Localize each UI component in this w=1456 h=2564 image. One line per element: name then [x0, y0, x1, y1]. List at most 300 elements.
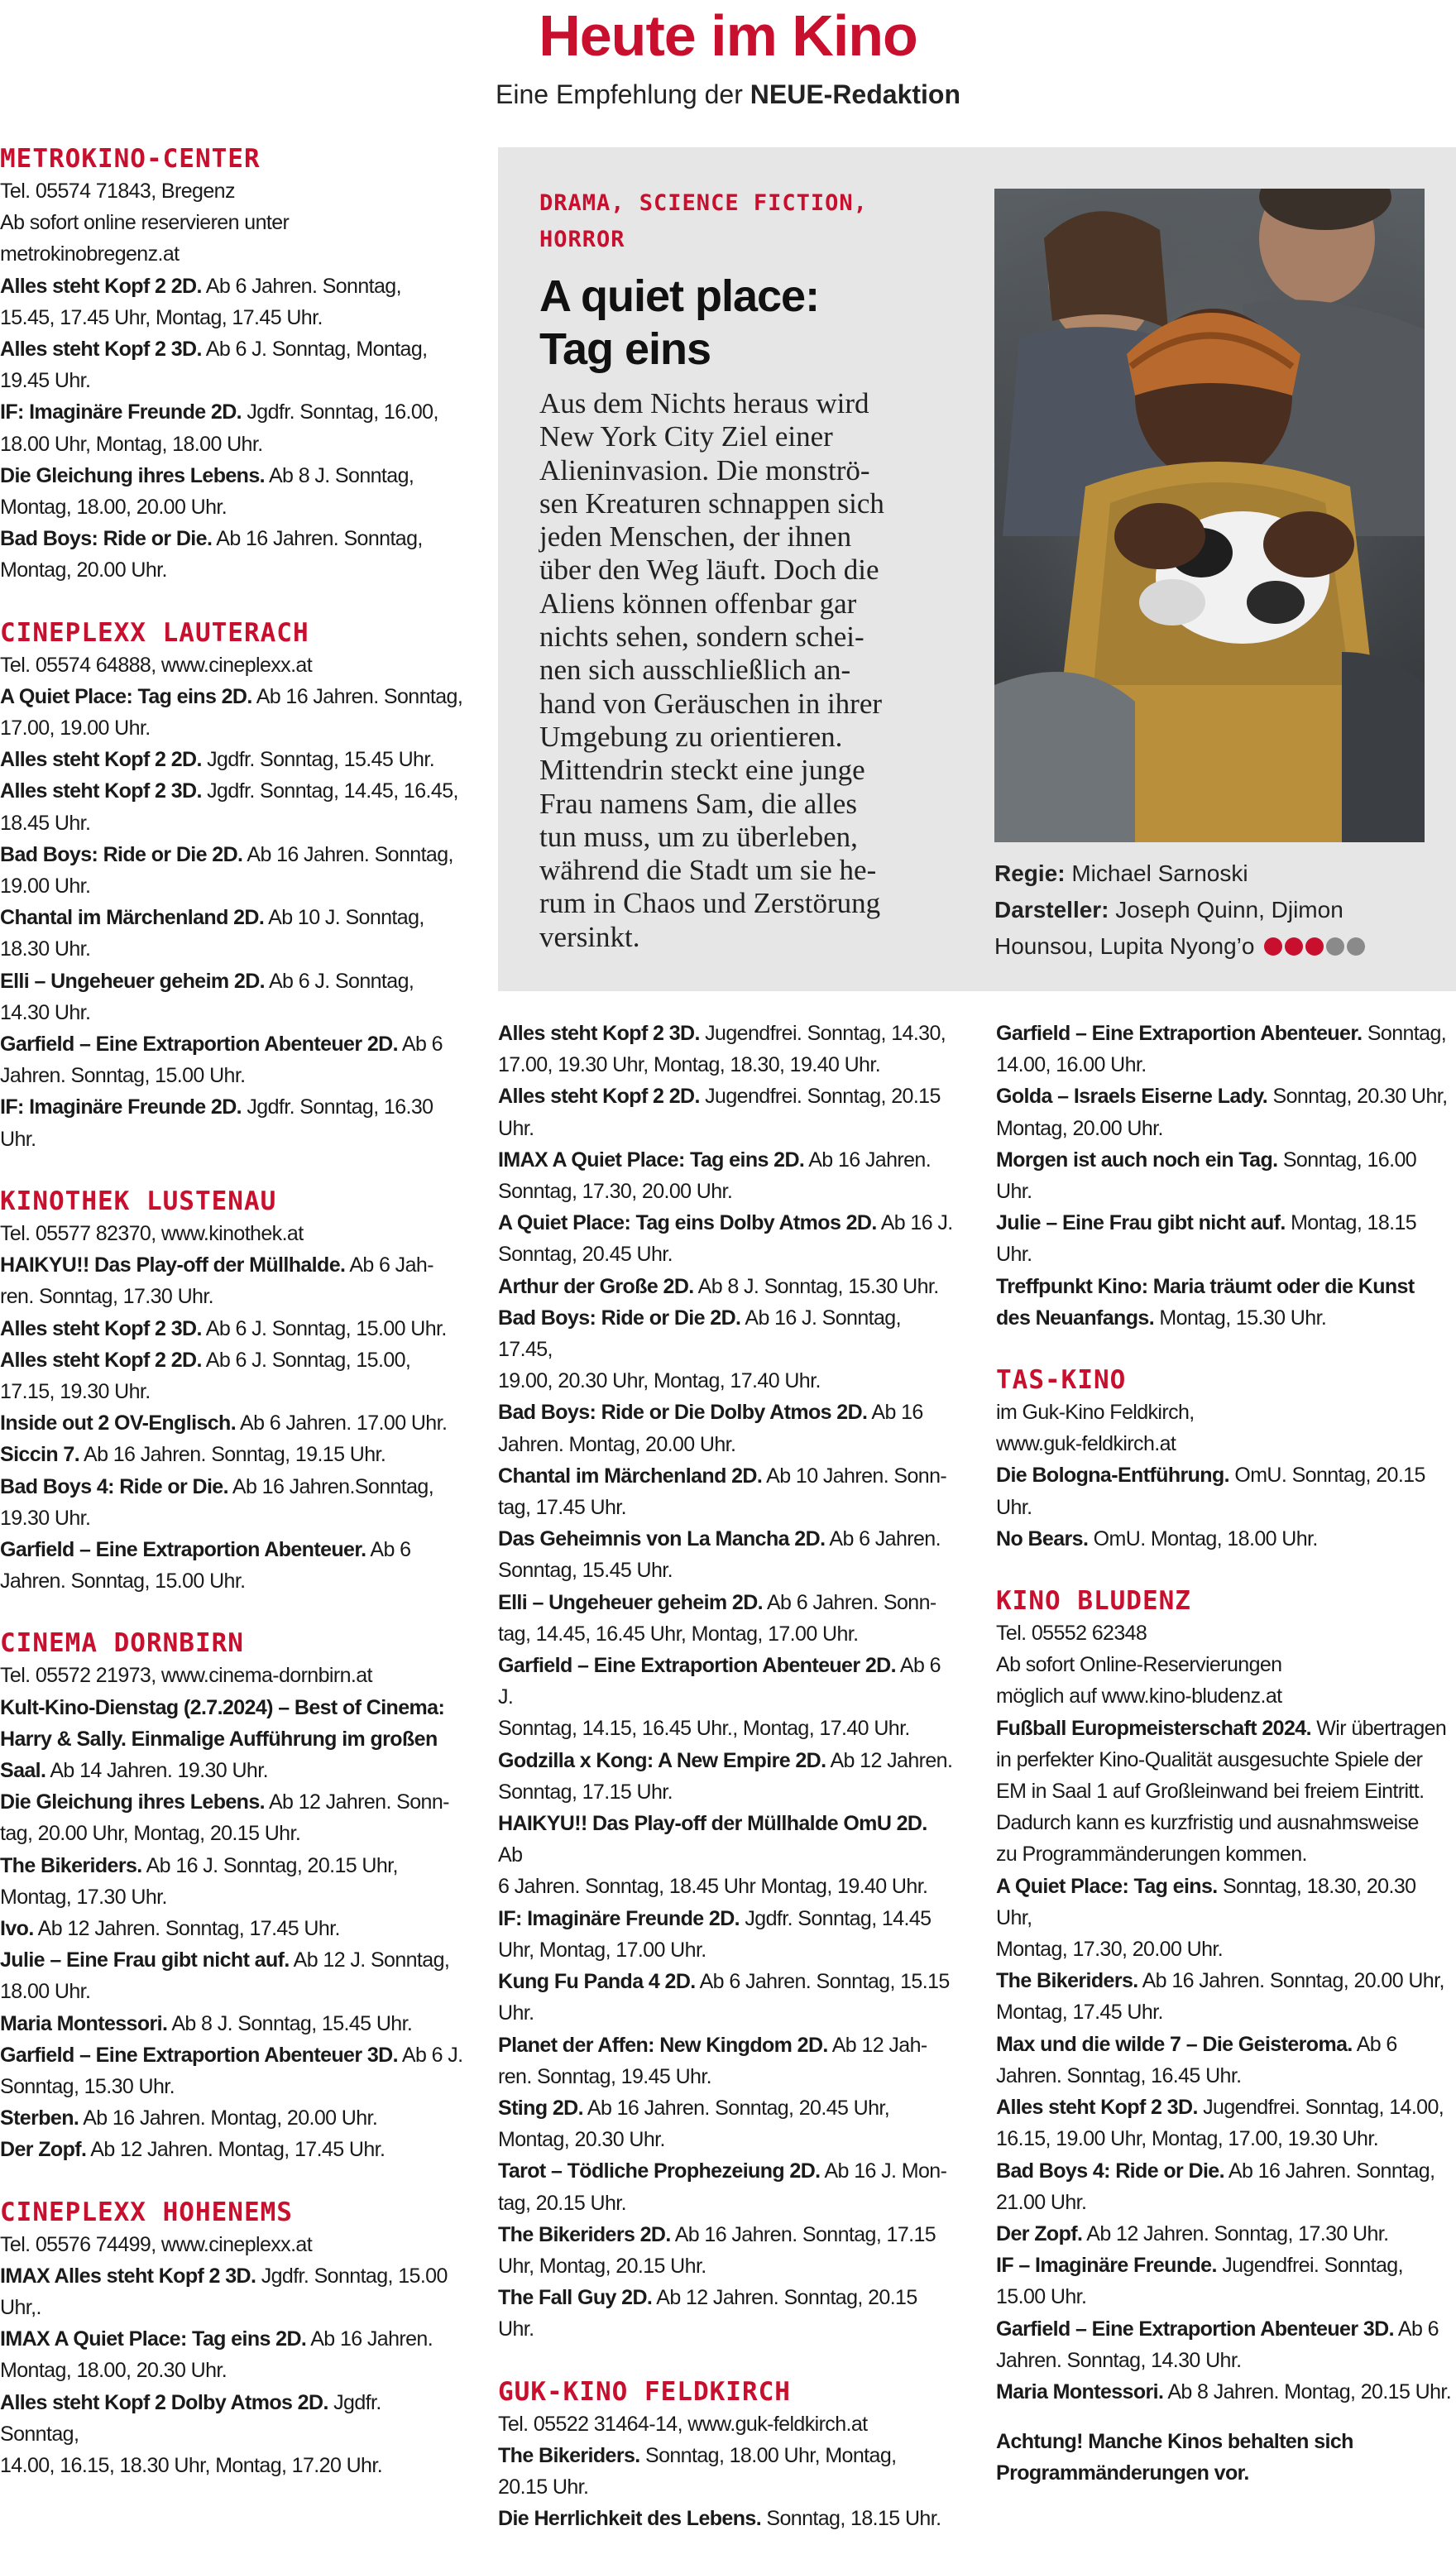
film-title: des Neuanfangs. [996, 1306, 1155, 1330]
film-title: Treffpunkt Kino: Maria träumt oder die Kunst [996, 1274, 1415, 1298]
film-line [0, 2387, 465, 2450]
film-line [0, 365, 465, 396]
cinema-section [0, 616, 465, 1155]
film-line [498, 1049, 955, 1081]
film-line [996, 1302, 1453, 1334]
film-details: Uhr. [498, 2001, 534, 2025]
cinema-info: metrokinobregenz.at [0, 242, 180, 266]
film-details: Uhr,. [0, 2295, 41, 2319]
film-entry [0, 775, 465, 838]
film-title: Julie – Eine Frau gibt nicht auf. [996, 1211, 1286, 1235]
film-title: Bad Boys: Ride or Die 2D. [0, 842, 243, 866]
cinema-info: Tel. 05572 21973, www.cinema-dornbirn.at [0, 1664, 372, 1688]
film-line [996, 1871, 1453, 1934]
film-details: Ab 12 Jahren. Sonntag, 20.15 Uhr. [498, 2286, 917, 2341]
film-line [0, 523, 465, 554]
film-line [498, 1144, 955, 1176]
film-entry [996, 1459, 1453, 1522]
film-entry [0, 1249, 465, 1312]
film-line [0, 429, 465, 460]
film-details: Ab 6 Jahren. [829, 1527, 941, 1551]
film-details: Sonntag, 15.45 Uhr. [498, 1559, 673, 1583]
regie-value: Michael Sarnoski [1071, 860, 1248, 886]
film-line [498, 2188, 955, 2219]
film-line [498, 1429, 955, 1460]
film-title: Der Zopf. [0, 2138, 87, 2162]
film-entry [498, 1650, 955, 1745]
film-line [996, 2218, 1453, 2250]
film-entry [498, 1081, 955, 1143]
film-details: Jahren. Montag, 20.00 Uhr. [498, 1432, 736, 1456]
film-line [498, 1113, 955, 1144]
film-details: 19.00, 20.30 Uhr, Montag, 17.40 Uhr. [498, 1369, 821, 1393]
film-title: Inside out 2 OV-Englisch. [0, 1411, 237, 1435]
rating-dot [1285, 937, 1303, 956]
film-entry [0, 1944, 465, 2007]
film-line [498, 1997, 955, 2029]
film-details: EM in Saal 1 auf Großleinwand bei freiem Eintritt. [996, 1780, 1425, 1804]
film-entry [498, 1144, 955, 1207]
feature-body-line: während die Stadt um sie he- [539, 854, 877, 887]
film-details: Ab 16 J. [880, 1211, 953, 1235]
film-line [498, 1460, 955, 1492]
film-details: Sonntag, 17.15 Uhr. [498, 1780, 673, 1804]
film-title: No Bears. [996, 1526, 1089, 1550]
film-details: 14.00, 16.15, 18.30 Uhr, Montag, 17.20 Uhr. [0, 2454, 383, 2477]
cinema-name: CINEPLEXX LAUTERACH [0, 617, 309, 648]
film-line [996, 1838, 1453, 1870]
film-details: OmU. Sonntag, 20.15 Uhr. [996, 1464, 1425, 1519]
note-line: Programmänderungen vor. [996, 2461, 1249, 2485]
film-line [498, 1397, 955, 1428]
film-details: Jahren. Sonntag, 14.30 Uhr. [996, 2348, 1242, 2372]
film-line [0, 1028, 465, 1060]
film-line [0, 933, 465, 965]
film-title: Sting 2D. [498, 2096, 583, 2120]
page-title: Heute im Kino [539, 3, 917, 68]
feature-body-line: Umgebung zu orientieren. [539, 720, 843, 753]
film-entry [0, 2102, 465, 2134]
film-details: 14.30 Uhr. [0, 1000, 91, 1024]
film-details: Montag, 17.45 Uhr. [996, 2001, 1163, 2025]
film-entry [498, 1523, 955, 1586]
film-title: Kung Fu Panda 4 2D. [498, 1970, 696, 1994]
film-title: Bad Boys: Ride or Die. [0, 527, 213, 551]
film-title: Alles steht Kopf 2 2D. [498, 1085, 700, 1109]
film-entry [498, 1302, 955, 1397]
film-details: Montag, 20.00 Uhr. [0, 558, 167, 582]
film-entry [996, 2376, 1453, 2408]
film-title: Maria Montessori. [996, 2379, 1164, 2403]
film-line [0, 302, 465, 333]
film-details: Ab 16 Jahren. Sonntag, 20.00 Uhr, [1142, 1969, 1444, 1993]
film-title: Bad Boys 4: Ride or Die. [996, 2159, 1224, 2183]
film-line [0, 1818, 465, 1849]
film-title: A Quiet Place: Tag eins. [996, 1874, 1218, 1898]
film-details: 16.15, 19.00 Uhr, Montag, 17.00, 19.30 Uhr. [996, 2127, 1379, 2151]
film-line [0, 775, 465, 807]
film-line [996, 1523, 1453, 1555]
listing-column-2 [498, 1018, 955, 2564]
film-line [498, 1239, 955, 1270]
film-line [0, 966, 465, 997]
film-entry [498, 2219, 955, 2282]
film-details: Ab 16 J. Sonntag, 17.45, [498, 1306, 901, 1362]
film-title: Bad Boys 4: Ride or Die. [0, 1474, 228, 1498]
film-details: Ab 12 Jahren. Sonn- [268, 1790, 449, 1814]
cinema-info: www.guk-feldkirch.at [996, 1432, 1176, 1456]
film-details: ren. Sonntag, 17.30 Uhr. [0, 1285, 214, 1309]
feature-body-line: rum in Chaos und Zerstörung [539, 887, 881, 920]
film-line [0, 1881, 465, 1913]
film-entry [0, 1028, 465, 1091]
film-entry [0, 681, 465, 744]
film-line [0, 2355, 465, 2386]
film-line [996, 1144, 1453, 1207]
film-line [0, 2039, 465, 2071]
listing-column-1 [0, 142, 465, 2511]
film-line [996, 2123, 1453, 2154]
film-details: 19.30 Uhr. [0, 1506, 91, 1530]
film-details: Sonntag, 20.30 Uhr, [1272, 1085, 1448, 1109]
film-title: IMAX A Quiet Place: Tag eins 2D. [498, 1148, 805, 1172]
film-entry [0, 902, 465, 965]
film-title: Die Herrlichkeit des Lebens. [498, 2507, 762, 2531]
film-line [498, 2124, 955, 2155]
film-line [0, 271, 465, 302]
film-entry [996, 1271, 1453, 1334]
film-line [996, 1776, 1453, 1807]
film-line [996, 1207, 1453, 1270]
film-details: Jahren. Sonntag, 15.00 Uhr. [0, 1570, 246, 1594]
film-entry [498, 2155, 955, 2218]
film-line [0, 744, 465, 775]
film-line [0, 1755, 465, 1786]
film-line [0, 1344, 465, 1376]
film-line [996, 2187, 1453, 2218]
film-line [498, 2440, 955, 2471]
cinema-name: TAS-KINO [996, 1365, 1127, 1396]
film-title: Garfield – Eine Extraportion Abenteuer 2D. [0, 1033, 398, 1057]
film-line [0, 1124, 465, 1155]
film-line [996, 1113, 1453, 1144]
film-line [0, 1091, 465, 1123]
film-details: Montag, 20.00 Uhr. [996, 1116, 1163, 1140]
darsteller-value: Hounsou, Lupita Nyong’o [994, 933, 1255, 959]
film-title: Chantal im Märchenland 2D. [0, 906, 265, 930]
film-details: Ab 6 J. Sonntag, Montag, [205, 338, 428, 362]
film-details: Jgdfr. Sonntag, 16.00, [247, 400, 438, 424]
film-title: HAIKYU!! Das Play-off der Müllhalde OmU 2D. [498, 1812, 927, 1836]
film-title: Morgen ist auch noch ein Tag. [996, 1148, 1278, 1172]
film-line [498, 1713, 955, 1744]
film-entry [498, 1745, 955, 1808]
feature-genre [539, 185, 970, 258]
feature-title-line: Tag eins [539, 324, 711, 374]
film-details: Ab 16 Jahren. Montag, 20.00 Uhr. [83, 2106, 378, 2130]
film-line [498, 2219, 955, 2250]
cinema-section [498, 1018, 955, 2346]
film-line [498, 2503, 955, 2534]
film-details: Ab 16 Jahren. Sonntag, [216, 527, 423, 551]
cinema-name: CINEMA DORNBIRN [0, 1628, 244, 1659]
film-line [498, 1966, 955, 1997]
film-details: Ab 12 Jahren. Sonntag, 17.45 Uhr. [37, 1916, 340, 1940]
film-title: Der Zopf. [996, 2221, 1083, 2245]
film-line [996, 1018, 1453, 1049]
cinema-section [498, 2375, 955, 2535]
film-details: Dadurch kann es kurzfristig und ausnahmsweise [996, 1811, 1419, 1835]
film-title: Garfield – Eine Extraportion Abenteuer 2D. [498, 1654, 896, 1678]
film-entry [0, 1407, 465, 1439]
cinema-section [0, 1185, 465, 1597]
film-title: Siccin 7. [0, 1443, 80, 1467]
film-line [0, 1471, 465, 1502]
film-title: Das Geheimnis von La Mancha 2D. [498, 1527, 826, 1551]
film-line [0, 1376, 465, 1407]
film-line [498, 2092, 955, 2124]
film-details: Sonntag, 18.00 Uhr, Montag, [645, 2443, 897, 2467]
film-line [498, 1176, 955, 1207]
film-details: Jgdfr. Sonntag, 16.30 [247, 1095, 433, 1119]
film-details: Sonntag, 17.30, 20.00 Uhr. [498, 1180, 733, 1204]
film-details: Ab 6 J. Sonntag, [268, 969, 414, 993]
film-line [0, 1913, 465, 1944]
film-details: 15.00 Uhr. [996, 2285, 1087, 2309]
film-details: Jgdfr. Sonntag, 15.45 Uhr. [207, 748, 435, 772]
film-details: Ab 6 Jahren. Sonntag, [205, 274, 401, 298]
film-title: IF – Imaginäre Freunde. [996, 2254, 1217, 2278]
film-entry [0, 1786, 465, 1849]
film-details: 18.00 Uhr, Montag, 18.00 Uhr. [0, 432, 263, 456]
film-entry [0, 271, 465, 333]
film-entry [996, 1144, 1453, 1207]
film-details: Uhr. [0, 1127, 36, 1151]
film-line [0, 902, 465, 933]
film-details: Jugendfrei. Sonntag, [1222, 2254, 1403, 2278]
film-details: Ab 16 Jahren. Sonntag, [1228, 2159, 1435, 2183]
film-title: IF: Imaginäre Freunde 2D. [0, 400, 242, 424]
film-line [996, 1965, 1453, 1996]
film-title: The Bikeriders. [498, 2443, 640, 2467]
film-line [498, 1808, 955, 1871]
film-entry [0, 333, 465, 396]
film-line [996, 1744, 1453, 1776]
film-line [0, 333, 465, 365]
film-line [498, 1492, 955, 1523]
film-entry [0, 1471, 465, 1534]
film-line [498, 2282, 955, 2345]
film-details: Sonntag, 18.30, 20.30 Uhr, [996, 1874, 1416, 1929]
film-title: Fußball Europmeisterschaft 2024. [996, 1716, 1311, 1740]
film-details: tag, 20.00 Uhr, Montag, 20.15 Uhr. [0, 1822, 301, 1846]
film-line [0, 2292, 465, 2323]
film-details: Ab 16 Jahren.Sonntag, [232, 1474, 434, 1498]
film-entry [0, 2039, 465, 2102]
rating-dot [1326, 937, 1344, 956]
film-title: Ivo. [0, 1916, 34, 1940]
film-line [0, 1850, 465, 1881]
film-title: Elli – Ungeheuer geheim 2D. [0, 969, 266, 993]
program-change-note [996, 2426, 1453, 2489]
film-entry [0, 2008, 465, 2039]
film-details: Montag, 17.30, 20.00 Uhr. [996, 1938, 1224, 1962]
film-details: Sonntag, 20.45 Uhr. [498, 1243, 673, 1267]
film-details: tag, 17.45 Uhr. [498, 1496, 627, 1520]
film-title: IF: Imaginäre Freunde 2D. [0, 1095, 242, 1119]
note-line: Achtung! Manche Kinos behalten sich [996, 2430, 1353, 2454]
film-entry [996, 2313, 1453, 2376]
film-title: Alles steht Kopf 2 Dolby Atmos 2D. [0, 2390, 328, 2414]
film-details: Montag, 18.15 Uhr. [996, 1211, 1417, 1267]
cinema-info: möglich auf www.kino-bludenz.at [996, 1685, 1282, 1709]
feature-body-line: Frau namens Sam, die alles [539, 787, 857, 820]
film-line [996, 2345, 1453, 2376]
film-details: Ab 12 Jahren. Sonntag, 17.30 Uhr. [1086, 2221, 1389, 2245]
film-details: 6 Jahren. Sonntag, 18.45 Uhr Montag, 19.40 Uhr. [498, 1875, 928, 1899]
film-title: Alles steht Kopf 2 3D. [0, 1316, 202, 1340]
film-title: Alles steht Kopf 2 3D. [498, 1022, 700, 1045]
film-details: 17.00, 19.00 Uhr. [0, 716, 151, 740]
film-details: Montag, 20.30 Uhr. [498, 2128, 665, 2152]
film-line [0, 1313, 465, 1344]
film-line [498, 1302, 955, 1365]
film-line [0, 681, 465, 712]
feature-body-line: über den Weg läuft. Doch die [539, 554, 879, 587]
rating-dots [1264, 930, 1367, 966]
page-subtitle [0, 78, 1456, 111]
film-title: Bad Boys: Ride or Die 2D. [498, 1306, 741, 1330]
film-title: Die Gleichung ihres Lebens. [0, 463, 265, 487]
cinema-section [996, 1018, 1453, 1334]
film-details: Ab 14 Jahren. 19.30 Uhr. [50, 1758, 268, 1782]
film-entry [0, 2134, 465, 2165]
film-entry [996, 1523, 1453, 1555]
cinema-section [996, 1584, 1453, 2489]
film-details: Ab 16 Jahren. Sonntag, 17.15 [674, 2222, 936, 2246]
film-title: IMAX A Quiet Place: Tag eins 2D. [0, 2327, 307, 2351]
film-details: tag, 20.15 Uhr. [498, 2191, 627, 2215]
cinema-section [996, 1363, 1453, 1555]
film-line [0, 1060, 465, 1091]
feature-title [539, 270, 970, 376]
film-details: Ab 12 Jahren. Montag, 17.45 Uhr. [90, 2138, 386, 2162]
film-line [498, 2061, 955, 2092]
film-details: Jgdfr. Sonntag, 14.45, 16.45, [207, 779, 458, 803]
film-line [996, 2092, 1453, 2123]
regie-label: Regie: [994, 860, 1066, 886]
film-entry [498, 2030, 955, 2092]
film-entry [498, 1587, 955, 1650]
film-title: Saal. [0, 1758, 46, 1782]
film-title: Sterben. [0, 2106, 79, 2130]
film-title: Garfield – Eine Extraportion Abenteuer. [0, 1537, 366, 1561]
film-entry [0, 460, 465, 523]
cinema-info: Ab sofort online reservieren unter [0, 211, 290, 235]
film-details: Sonntag, 15.30 Uhr. [0, 2074, 175, 2098]
feature-body-line: tun muss, um zu überleben, [539, 820, 858, 853]
film-line [498, 2155, 955, 2187]
film-details: Jahren. Sonntag, 16.45 Uhr. [996, 2063, 1242, 2087]
film-entry [0, 523, 465, 586]
film-details: Ab 16 Jahren. [310, 2327, 433, 2351]
film-entry [0, 1091, 465, 1154]
film-details: Uhr, Montag, 17.00 Uhr. [498, 1938, 706, 1962]
film-title: The Bikeriders. [0, 1853, 142, 1877]
rating-dot [1264, 937, 1282, 956]
film-title: Tarot – Tödliche Prophezeiung 2D. [498, 2159, 821, 2183]
cinema-section [0, 142, 465, 587]
film-details: Ab 12 J. Sonntag, [293, 1948, 450, 1972]
film-line [0, 2450, 465, 2481]
film-details: 21.00 Uhr. [996, 2190, 1087, 2214]
film-line [0, 1976, 465, 2007]
film-line [498, 1207, 955, 1239]
film-title: Harry & Sally. Einmalige Aufführung im großen [0, 1727, 438, 1751]
cinema-name: KINOTHEK LUSTENAU [0, 1186, 277, 1216]
film-details: tag, 14.45, 16.45 Uhr, Montag, 17.00 Uhr. [498, 1622, 859, 1646]
feature-body-line: hand von Geräuschen in ihrer [539, 687, 883, 720]
film-line [498, 1018, 955, 1049]
film-line [996, 1049, 1453, 1081]
film-details: Jugendfrei. Sonntag, 20.15 [705, 1085, 941, 1109]
cinema-section [0, 1627, 465, 2165]
film-line [0, 1723, 465, 1755]
film-entry [996, 1207, 1453, 1270]
film-title: Bad Boys: Ride or Die Dolby Atmos 2D. [498, 1401, 868, 1425]
film-details: Montag, 15.30 Uhr. [1159, 1306, 1327, 1330]
feature-body-line: versinkt. [539, 920, 640, 953]
film-line [0, 1534, 465, 1565]
film-title: Planet der Affen: New Kingdom 2D. [498, 2033, 828, 2057]
film-entry [996, 2250, 1453, 2312]
film-entry [996, 1081, 1453, 1143]
film-line [0, 1692, 465, 1723]
film-title: Julie – Eine Frau gibt nicht auf. [0, 1948, 290, 1972]
film-line [996, 2376, 1453, 2408]
cinema-info: Tel. 05577 82370, www.kinothek.at [0, 1221, 304, 1245]
regie-line [994, 855, 1441, 892]
film-entry [498, 1207, 955, 1270]
film-line [0, 460, 465, 491]
film-entry [498, 1271, 955, 1302]
cinema-section [0, 2196, 465, 2482]
film-details: Ab 16 Jahren. Sonntag, 19.15 Uhr. [84, 1443, 386, 1467]
cinema-info: Tel. 05574 71843, Bregenz [0, 180, 235, 203]
film-line [0, 2134, 465, 2165]
cinema-name: CINEPLEXX HOHENEMS [0, 2197, 293, 2227]
darsteller-value: Joseph Quinn, Djimon [1115, 897, 1343, 923]
film-details: Ab 6 J. Sonntag, 15.00 Uhr. [205, 1316, 447, 1340]
film-entry [0, 2387, 465, 2482]
film-details: Sonntag, 16.00 Uhr. [996, 1148, 1417, 1204]
film-details: Ab 16 Jahren. [808, 1148, 932, 1172]
film-line [0, 2071, 465, 2102]
film-entry [498, 1808, 955, 1903]
film-line [498, 1745, 955, 1776]
film-line [996, 1996, 1453, 2028]
film-line [996, 2313, 1453, 2345]
film-entry [0, 839, 465, 902]
feature-box [498, 147, 1456, 991]
film-entry [498, 1966, 955, 2029]
feature-body-line: nen sich ausschließlich an- [539, 654, 851, 687]
film-title: Maria Montessori. [0, 2011, 168, 2035]
film-details: Wir übertragen [1316, 1716, 1447, 1740]
feature-body-line: Mittendrin steckt eine junge [539, 754, 865, 787]
film-entry [498, 2503, 955, 2534]
film-details: Ab 6 [1397, 2317, 1439, 2341]
